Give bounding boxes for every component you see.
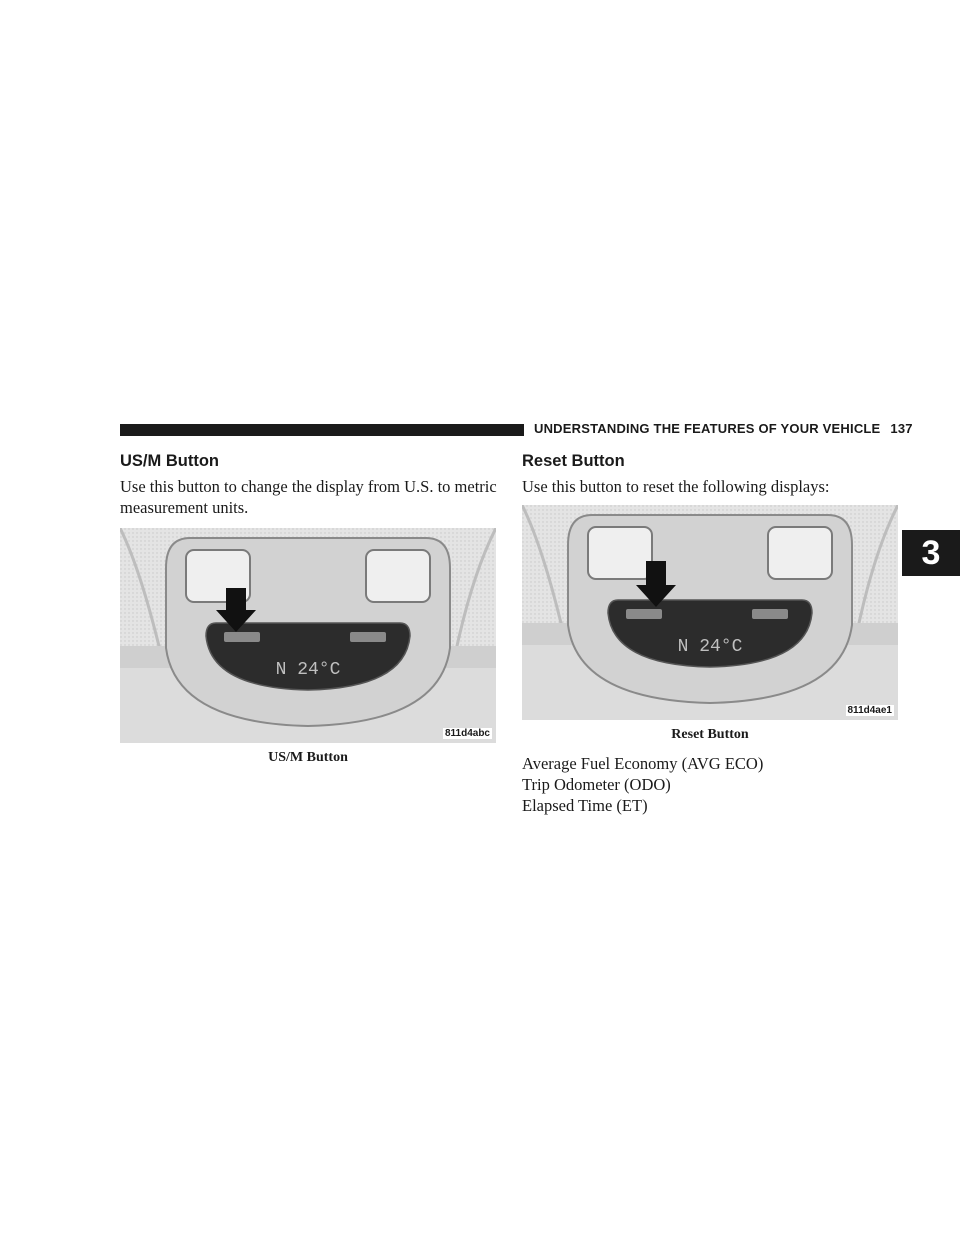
page-number: 137 — [890, 421, 913, 436]
overhead-console-illustration — [120, 528, 496, 743]
usm-figure — [120, 528, 496, 743]
list-item: Trip Odometer (ODO) — [522, 775, 671, 794]
usm-description: Use this button to change the display from U.S. to metric measurement units. — [120, 477, 497, 517]
reset-button — [626, 609, 662, 619]
list-item: Elapsed Time (ET) — [522, 796, 648, 815]
running-header — [534, 421, 913, 436]
list-item: Average Fuel Economy (AVG ECO) — [522, 754, 764, 773]
console-display-readout: N 24°C — [677, 637, 743, 657]
reset-display-list — [522, 753, 900, 816]
usm-heading: US/M Button — [120, 452, 219, 470]
header-rule — [120, 424, 524, 436]
right-column — [522, 450, 900, 816]
figure-code: 811d4abc — [444, 728, 490, 739]
step-button — [752, 609, 788, 619]
console-display-readout: N 24°C — [275, 660, 341, 680]
left-column — [120, 450, 498, 766]
figure-code: 811d4ae1 — [847, 705, 892, 716]
reset-caption: Reset Button — [671, 727, 749, 742]
reset-description: Use this button to reset the following displays: — [522, 477, 830, 496]
chapter-tab: 3 — [902, 530, 960, 576]
step-button — [350, 632, 386, 642]
usm-caption: US/M Button — [268, 750, 348, 765]
section-title: UNDERSTANDING THE FEATURES OF YOUR VEHICLE — [534, 421, 881, 436]
reset-heading: Reset Button — [522, 452, 625, 470]
reset-figure — [522, 505, 898, 720]
overhead-console-illustration — [522, 505, 898, 720]
usm-button — [224, 632, 260, 642]
